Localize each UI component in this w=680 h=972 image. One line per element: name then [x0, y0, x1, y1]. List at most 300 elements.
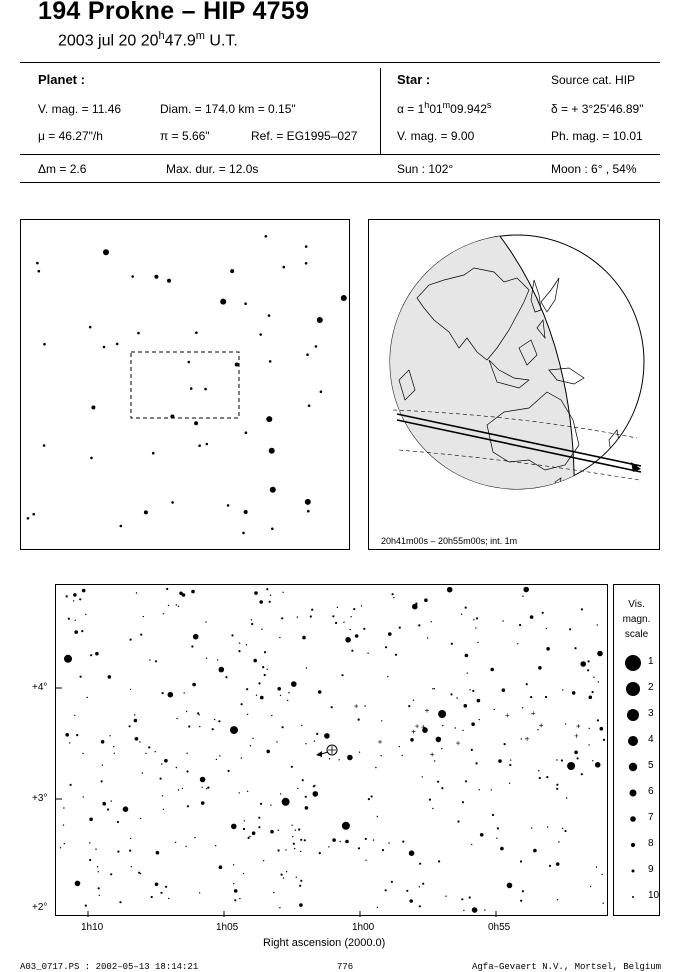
chart-star: [148, 746, 150, 748]
chart-star: [73, 600, 74, 601]
finder-star: [269, 360, 272, 363]
scale-label-1: 1: [648, 656, 654, 667]
chart-star: [564, 830, 566, 832]
chart-star: [461, 614, 462, 615]
star-source-catalog: Source cat. HIP: [551, 73, 636, 87]
chart-star: [472, 690, 474, 692]
chart-star: [522, 707, 523, 708]
page-title: 194 Prokne – HIP 4759: [38, 0, 310, 25]
chart-star: [305, 796, 307, 798]
chart-star: [422, 883, 424, 885]
chart-star: [520, 860, 522, 862]
chart-star: [311, 609, 313, 611]
chart-star: [507, 883, 513, 889]
chart-star: [436, 737, 442, 743]
chart-star: [589, 728, 590, 729]
target-star-marker: [316, 745, 337, 757]
chart-star: [432, 808, 433, 809]
finder-star: [244, 510, 248, 514]
star-right-ascension: $\alpha = 1^h01^m09.942^s$: [397, 100, 492, 116]
chart-star: [600, 727, 604, 731]
chart-star: [201, 801, 205, 805]
chart-star: [69, 742, 70, 743]
chart-star: [192, 683, 196, 687]
chart-star: [377, 907, 378, 908]
chart-star: [577, 757, 579, 759]
chart-star: [193, 634, 199, 640]
chart-star: [123, 806, 129, 812]
chart-star: [74, 630, 78, 634]
finder-star: [305, 262, 308, 265]
chart-star: [98, 871, 99, 872]
faint-star: [412, 730, 416, 734]
chart-star: [476, 762, 478, 764]
chart-star: [179, 592, 183, 596]
chart-star: [533, 849, 537, 853]
chart-star: [329, 758, 330, 759]
chart-star: [300, 839, 302, 841]
chart-star: [358, 847, 360, 849]
chart-star: [358, 719, 360, 721]
chart-star: [163, 809, 164, 810]
chart-star: [502, 688, 506, 692]
chart-star: [219, 667, 225, 673]
chart-star: [140, 873, 141, 874]
finder-star: [307, 510, 310, 513]
chart-star: [388, 842, 389, 843]
earth-map: [368, 219, 660, 550]
scale-label-8: 8: [648, 838, 654, 849]
chart-star: [201, 787, 202, 788]
moon-elongation: Moon : 6° , 54%: [551, 162, 637, 176]
chart-star: [288, 692, 289, 693]
chart-star: [258, 826, 260, 828]
chart-star: [85, 614, 86, 615]
finder-star: [195, 331, 198, 334]
chart-star: [130, 838, 131, 839]
chart-star: [214, 719, 215, 720]
page-number: 776: [337, 962, 354, 972]
chart-star: [95, 849, 96, 850]
chart-star: [64, 843, 65, 844]
chart-star: [266, 750, 270, 754]
chart-star: [484, 909, 485, 910]
finder-star: [91, 406, 95, 410]
chart-star: [168, 692, 174, 698]
chart-star: [522, 596, 523, 597]
x-tick-1h00: 1h00: [352, 922, 375, 933]
chart-star: [165, 886, 167, 888]
chart-star: [593, 677, 594, 678]
star-vmag: V. mag. = 9.00: [397, 129, 475, 143]
finder-star: [194, 421, 198, 425]
chart-star: [90, 654, 92, 656]
chart-star: [205, 621, 206, 622]
chart-star: [402, 841, 404, 843]
chart-star: [332, 615, 334, 617]
scale-dot-6: [630, 790, 637, 797]
finder-star: [32, 513, 35, 516]
chart-star: [176, 718, 177, 719]
chart-star: [241, 757, 242, 758]
chart-star: [230, 726, 238, 734]
chart-star: [546, 647, 550, 651]
chart-star: [151, 896, 153, 898]
finder-star: [306, 353, 309, 356]
chart-star: [363, 628, 365, 630]
finder-star: [89, 326, 92, 329]
chart-star: [538, 770, 539, 771]
chart-star: [75, 620, 76, 621]
chart-star: [261, 629, 262, 630]
chart-star: [299, 885, 301, 887]
chart-star: [266, 588, 268, 590]
chart-star: [592, 691, 594, 693]
finder-star: [103, 346, 106, 349]
max-duration: Max. dur. = 12.0s: [166, 162, 259, 176]
chart-star: [438, 860, 440, 862]
divider-top: [20, 62, 660, 63]
chart-star: [260, 696, 264, 700]
chart-star: [231, 634, 233, 636]
chart-star: [89, 859, 91, 861]
chart-star: [162, 795, 163, 796]
planet-vmag: V. mag. = 11.46: [38, 102, 122, 116]
y-tick-2: +2°: [32, 902, 48, 913]
finder-star: [27, 517, 30, 520]
chart-star: [410, 738, 414, 742]
chart-star: [168, 605, 169, 606]
scale-dot-7: [630, 816, 636, 822]
chart-star: [581, 773, 583, 775]
star-phmag: Ph. mag. = 10.01: [551, 129, 643, 143]
chart-star: [385, 646, 387, 648]
chart-star: [270, 805, 271, 806]
chart-star: [297, 616, 298, 617]
chart-star: [130, 639, 132, 641]
chart-star: [477, 642, 478, 643]
chart-star: [83, 796, 84, 797]
chart-star: [97, 866, 98, 867]
chart-star: [291, 766, 293, 768]
chart-star: [597, 624, 598, 625]
scale-label-7: 7: [648, 812, 654, 823]
chart-star: [175, 842, 176, 843]
chart-star: [282, 726, 284, 728]
chart-star: [509, 764, 511, 766]
chart-star: [140, 634, 142, 636]
chart-star: [393, 597, 394, 598]
chart-star: [603, 903, 604, 904]
chart-star: [521, 738, 522, 739]
chart-star: [250, 745, 251, 746]
chart-star: [283, 877, 284, 878]
chart-star: [490, 668, 494, 672]
faint-star: [539, 723, 543, 727]
chart-star: [149, 659, 150, 660]
chart-star: [239, 898, 240, 899]
chart-star: [63, 824, 64, 825]
chart-star: [85, 905, 87, 907]
chart-star: [556, 784, 558, 786]
chart-star: [447, 587, 453, 593]
scale-dot-2: [626, 682, 640, 696]
chart-star: [343, 622, 344, 623]
chart-star: [546, 628, 547, 629]
chart-star: [545, 696, 547, 698]
chart-star: [191, 590, 195, 594]
chart-star: [258, 682, 260, 684]
finder-star: [170, 415, 174, 419]
chart-star: [225, 676, 227, 678]
finder-star: [171, 501, 174, 504]
chart-star: [596, 866, 597, 867]
chart-star: [337, 607, 338, 608]
chart-star: [277, 687, 281, 691]
chart-star: [129, 725, 131, 727]
chart-star: [388, 632, 392, 636]
chart-star: [455, 727, 456, 728]
chart-star: [164, 759, 168, 763]
chart-star: [471, 722, 475, 726]
chart-star: [601, 874, 602, 875]
planet-heading: Planet :: [38, 72, 85, 87]
chart-star: [569, 628, 571, 630]
chart-star: [427, 637, 428, 638]
zoom-frame: [131, 352, 239, 418]
chart-star: [60, 847, 61, 848]
finder-star: [283, 266, 286, 269]
planet-parallax: π = 5.66": [160, 129, 210, 143]
chart-star: [441, 787, 443, 789]
chart-star: [408, 705, 410, 707]
chart-star: [293, 843, 295, 845]
chart-star: [500, 847, 504, 851]
chart-star: [216, 759, 217, 760]
finder-star: [259, 333, 262, 336]
finder-star: [154, 275, 158, 279]
printer-credit: Agfa–Gevaert N.V., Mortsel, Belgium: [472, 962, 662, 972]
chart-star: [538, 666, 542, 670]
chart-star: [531, 827, 532, 828]
chart-star: [451, 643, 453, 645]
finder-star: [167, 279, 171, 283]
chart-star: [95, 652, 99, 656]
chart-star: [465, 607, 467, 609]
chart-star: [63, 807, 64, 808]
chart-star: [207, 787, 209, 789]
x-tick-1h05: 1h05: [216, 922, 239, 933]
faint-star: [525, 737, 529, 741]
chart-star: [160, 778, 162, 780]
chart-star: [130, 689, 131, 690]
chart-star: [368, 798, 370, 800]
chart-star: [520, 900, 522, 902]
chart-star: [296, 877, 297, 878]
chart-star: [271, 715, 272, 716]
chart-star: [287, 700, 288, 701]
scale-dot-8: [631, 843, 635, 847]
chart-star: [81, 630, 83, 632]
finder-star: [244, 302, 247, 305]
chart-star: [473, 619, 474, 620]
chart-star: [129, 850, 131, 852]
chart-star: [279, 637, 280, 638]
chart-star: [304, 839, 306, 841]
chart-star: [598, 681, 599, 682]
chart-star: [162, 692, 164, 694]
chart-star: [300, 880, 302, 882]
faint-star: [354, 704, 358, 708]
chart-star: [463, 910, 464, 911]
chart-star: [299, 903, 303, 907]
chart-star: [355, 634, 359, 638]
chart-star: [145, 753, 146, 754]
faint-star: [430, 753, 434, 757]
chart-star: [391, 881, 393, 883]
chart-star: [264, 674, 266, 676]
chart-star: [140, 818, 141, 819]
finder-star: [220, 299, 226, 305]
chart-star: [562, 828, 563, 829]
chart-star: [114, 753, 115, 754]
chart-star: [258, 817, 260, 819]
chart-star: [547, 826, 548, 827]
chart-star: [526, 683, 528, 685]
chart-star: [131, 866, 132, 867]
chart-star: [580, 661, 586, 667]
chart-star: [241, 703, 243, 705]
chart-star: [341, 674, 343, 676]
chart-star: [184, 692, 185, 693]
chart-star: [422, 776, 423, 777]
chart-star: [434, 760, 435, 761]
chart-star: [367, 653, 368, 654]
finder-star: [227, 504, 230, 507]
chart-star: [134, 719, 138, 723]
divider-middle: [20, 154, 660, 155]
star-chart: [55, 584, 608, 916]
scale-dot-9: [632, 870, 635, 873]
chart-star: [87, 697, 88, 698]
finder-star: [120, 525, 123, 528]
finder-star: [116, 343, 119, 346]
chart-star: [345, 840, 349, 844]
scale-title-3: scale: [624, 629, 649, 640]
chart-star: [556, 759, 557, 760]
chart-star: [595, 762, 601, 768]
chart-star: [562, 689, 563, 690]
chart-star: [429, 799, 431, 801]
chart-star: [291, 681, 297, 687]
faint-star: [576, 724, 580, 728]
chart-star: [385, 889, 387, 891]
chart-star: [252, 738, 253, 739]
chart-star: [102, 802, 106, 806]
chart-star: [431, 621, 432, 622]
chart-star: [168, 898, 169, 899]
chart-star: [109, 735, 110, 736]
finder-star: [341, 295, 347, 301]
chart-star: [498, 759, 502, 763]
chart-star: [497, 827, 499, 829]
chart-star: [371, 795, 373, 797]
scale-dot-4: [628, 736, 638, 746]
chart-star: [365, 838, 367, 840]
chart-star: [342, 822, 350, 830]
chart-star: [233, 864, 234, 865]
chart-star: [597, 719, 599, 721]
chart-star: [178, 606, 179, 607]
chart-star: [199, 714, 200, 715]
chart-star: [278, 830, 279, 831]
chart-star: [340, 841, 341, 842]
chart-star: [99, 895, 100, 896]
chart-star: [549, 865, 551, 867]
scale-label-10: 10: [648, 890, 660, 901]
chart-star: [456, 697, 457, 698]
chart-star: [234, 889, 238, 893]
divider-bottom: [20, 182, 660, 183]
chart-star: [206, 788, 207, 789]
finder-star: [38, 270, 41, 273]
chart-star: [300, 851, 301, 852]
scale-dot-5: [629, 763, 637, 771]
chart-star: [471, 749, 473, 751]
chart-star: [191, 645, 193, 647]
faint-star: [378, 740, 382, 744]
chart-star: [276, 741, 277, 742]
chart-star: [98, 887, 100, 889]
chart-star: [566, 797, 567, 798]
finder-star: [266, 416, 272, 422]
chart-star: [324, 733, 330, 739]
chart-star: [110, 873, 112, 875]
planet-diameter: Diam. = 174.0 km = 0.15": [160, 102, 296, 116]
chart-star: [101, 740, 105, 744]
chart-star: [339, 759, 340, 760]
faint-star: [574, 734, 578, 738]
chart-star: [377, 816, 378, 817]
chart-star: [251, 623, 253, 625]
chart-star: [539, 777, 541, 779]
chart-star: [494, 709, 495, 710]
chart-star: [108, 675, 112, 679]
chart-star: [301, 725, 302, 726]
chart-star: [212, 728, 214, 730]
chart-star: [239, 792, 240, 793]
scale-dot-3: [627, 709, 639, 721]
chart-star: [260, 803, 262, 805]
finder-star: [269, 448, 275, 454]
chart-star: [313, 791, 319, 797]
chart-star: [522, 890, 524, 892]
chart-star: [215, 845, 216, 846]
finder-star: [43, 343, 46, 346]
chart-star: [247, 714, 248, 715]
chart-star: [347, 755, 353, 761]
chart-star: [117, 821, 119, 823]
scale-label-9: 9: [648, 864, 654, 875]
scale-label-6: 6: [648, 786, 654, 797]
chart-star: [155, 660, 157, 662]
chart-star: [469, 689, 470, 690]
chart-star: [364, 705, 365, 706]
chart-star: [314, 740, 315, 741]
chart-star: [89, 842, 90, 843]
chart-star: [251, 619, 252, 620]
chart-star: [588, 660, 590, 662]
